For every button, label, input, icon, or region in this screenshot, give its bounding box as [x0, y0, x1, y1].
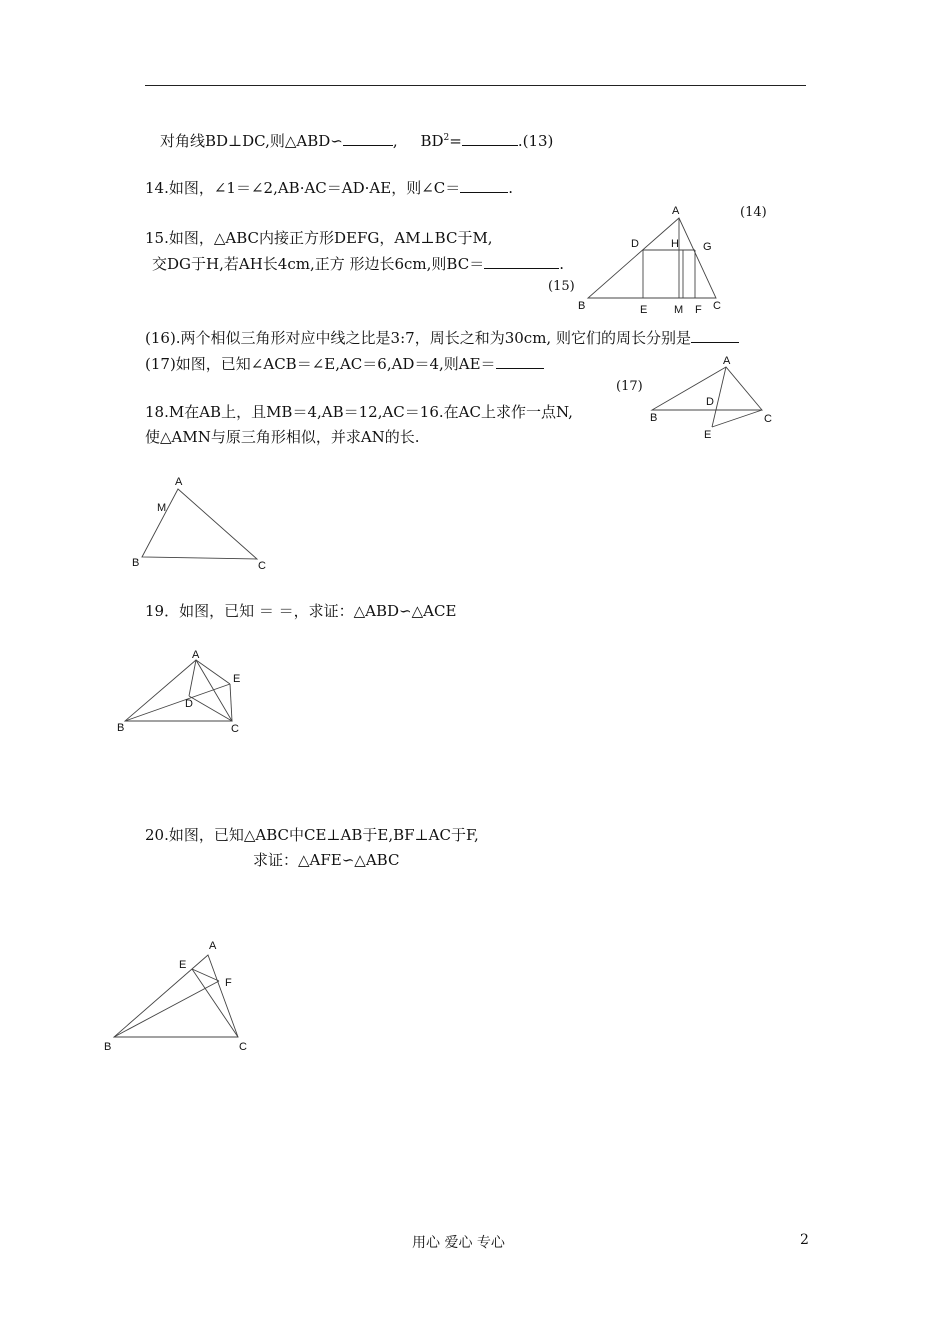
question-17: (17)如图，已知∠ACB＝∠E,AC＝6,AD＝4,则AE＝ — [145, 355, 544, 373]
question-18-line1: 18.M在AB上，且MB＝4,AB＝12,AC＝16.在AC上求作一点N, — [145, 403, 573, 421]
label-c: C — [258, 560, 266, 572]
figure-tag-14: (14) — [740, 205, 767, 220]
question-15-line1: 15.如图，△ABC内接正方形DEFG，AM⊥BC于M, — [145, 229, 493, 247]
question-13-tail: 对角线BD⊥DC,则△ABD∽ , $BD^2= .(13)$ — [160, 132, 554, 150]
label-b: B — [578, 300, 586, 312]
label-a: A — [175, 476, 183, 488]
question-19: 19．如图，已知 ＝ ＝，求证：△ABD∽△ACE — [145, 602, 457, 620]
figure-tag-15: (15) — [548, 279, 575, 294]
label-b: B — [117, 722, 125, 734]
label-f: F — [695, 304, 702, 316]
label-c: C — [764, 413, 772, 425]
label-f: F — [225, 977, 232, 989]
question-16: (16).两个相似三角形对应中线之比是3:7，周长之和为30cm, 则它们的周长分别是 — [145, 329, 739, 347]
figure-tag-17: (17) — [616, 379, 643, 394]
label-a: A — [192, 649, 200, 661]
label-e: E — [233, 673, 241, 685]
label-a: A — [723, 355, 731, 367]
label-e: E — [640, 304, 648, 316]
page-footer: 用心 爱心 专心 — [412, 1235, 505, 1251]
label-c: C — [239, 1041, 247, 1053]
triangle-abc-20 — [114, 955, 238, 1037]
label-e: E — [179, 959, 187, 971]
label-b: B — [132, 557, 140, 569]
label-d: D — [706, 396, 714, 408]
label-d: D — [185, 698, 193, 710]
label-e: E — [704, 429, 712, 441]
label-m: M — [674, 304, 684, 316]
question-20-line2: 求证：△AFE∽△ABC — [253, 851, 400, 869]
label-g: G — [703, 241, 712, 253]
question-15-line2: 交DG于H,若AH长4cm,正方 形边长6cm,则BC＝ . — [152, 255, 564, 273]
label-b: B — [104, 1041, 112, 1053]
label-a: A — [209, 940, 217, 952]
label-h: H — [671, 238, 679, 250]
label-m: M — [157, 502, 167, 514]
altitude-bf — [114, 981, 219, 1037]
label-b: B — [650, 412, 658, 424]
question-14: 14.如图，∠1＝∠2,AB·AC＝AD·AE，则∠C＝ . — [145, 179, 514, 197]
label-a: A — [672, 205, 680, 217]
question-18-line2: 使△AMN与原三角形相似，并求AN的长. — [145, 428, 420, 446]
page-number: 2 — [800, 1232, 809, 1248]
question-20-line1: 20.如图，已知△ABC中CE⊥AB于E,BF⊥AC于F, — [145, 826, 479, 844]
label-c: C — [713, 300, 721, 312]
label-c: C — [231, 723, 239, 735]
label-d: D — [631, 238, 639, 250]
